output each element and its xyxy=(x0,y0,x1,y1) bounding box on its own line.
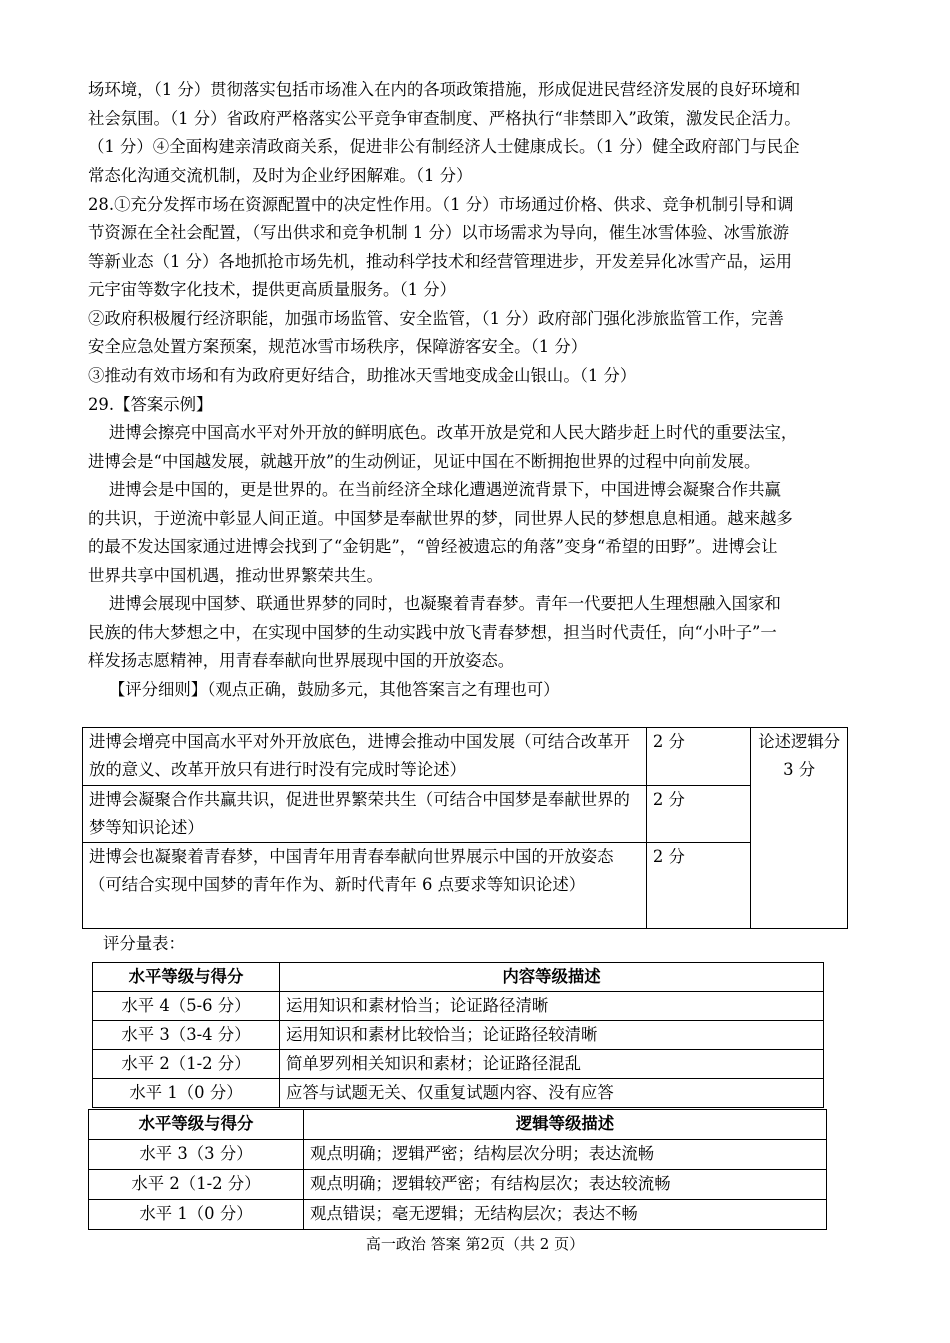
description-cell: 应答与试题无关、仅重复试题内容、没有应答 xyxy=(280,1079,824,1108)
table-row xyxy=(89,1200,827,1230)
text-line: 29.【答案示例】 xyxy=(88,395,213,414)
content-level-table xyxy=(92,962,824,1108)
description-cell: 观点错误；毫无逻辑；无结构层次；表达不畅 xyxy=(304,1200,827,1230)
text-line: 【评分细则】（观点正确，鼓励多元，其他答案言之有理也可） xyxy=(88,680,560,699)
description-cell: 简单罗列相关知识和素材；论证路径混乱 xyxy=(280,1050,824,1079)
text-line: 28.①充分发挥市场在资源配置中的决定性作用。（1 分）市场通过价格、供求、竞争机制引导和调 xyxy=(88,195,794,214)
page-footer: 高一政治 答案 第2页（共 2 页） xyxy=(365,1235,585,1253)
level-cell: 水平 3（3 分） xyxy=(89,1140,304,1170)
text-line: 常态化沟通交流机制，及时为企业纾困解难。（1 分） xyxy=(88,166,473,185)
rubric-label: 评分量表： xyxy=(103,934,185,953)
text-line: 的共识，于逆流中彰显人间正道。中国梦是奉献世界的梦，同世界人民的梦想息息相通。越来越多 xyxy=(88,509,793,528)
criteria-text: 进博会也凝聚着青春梦，中国青年用青春奉献向世界展示中国的开放姿态（可结合实现中国梦的青年作为、新时代青年 6 点要求等知识论述） xyxy=(83,843,647,929)
header-level: 水平等级与得分 xyxy=(93,963,280,992)
level-cell: 水平 3（3-4 分） xyxy=(93,1021,280,1050)
description-cell: 运用知识和素材恰当；论证路径清晰 xyxy=(280,992,824,1021)
table-row xyxy=(93,1021,824,1050)
text-line: ②政府积极履行经济职能，加强市场监管、安全监管，（1 分）政府部门强化涉旅监管工作，完善 xyxy=(88,309,784,328)
text-line: 的最不发达国家通过进博会找到了“金钥匙”，“曾经被遗忘的角落”变身“希望的田野”。进博会让 xyxy=(88,537,778,556)
text-line: 进博会是“中国越发展，就越开放”的生动例证，见证中国在不断拥抱世界的过程中向前发展。 xyxy=(88,452,761,471)
description-cell: 观点明确；逻辑较严密；有结构层次；表达较流畅 xyxy=(304,1170,827,1200)
criteria-text: 进博会凝聚合作共赢共识，促进世界繁荣共生（可结合中国梦是奉献世界的梦等知识论述） xyxy=(83,786,647,843)
level-cell: 水平 4（5-6 分） xyxy=(93,992,280,1021)
criteria-text: 进博会增亮中国高水平对外开放底色，进博会推动中国发展（可结合改革开放的意义、改革开放只有进行时没有完成时等论述） xyxy=(83,728,647,786)
criteria-score: 2 分 xyxy=(646,843,751,929)
text-line: 进博会擦亮中国高水平对外开放的鲜明底色。改革开放是党和人民大踏步赶上时代的重要法宝， xyxy=(88,423,798,442)
text-line: 民族的伟大梦想之中，在实现中国梦的生动实践中放飞青春梦想，担当时代责任，向“小叶子”一 xyxy=(88,623,777,642)
table-row xyxy=(89,1170,827,1200)
level-cell: 水平 2（1-2 分） xyxy=(93,1050,280,1079)
level-cell: 水平 1（0 分） xyxy=(93,1079,280,1108)
text-line: 样发扬志愿精神，用青春奉献向世界展现中国的开放姿态。 xyxy=(88,651,515,670)
table-row xyxy=(93,992,824,1021)
header-level: 水平等级与得分 xyxy=(89,1110,304,1140)
criteria-score: 2 分 xyxy=(646,786,751,843)
text-line: 进博会是中国的，更是世界的。在当前经济全球化遭遇逆流背景下，中国进博会凝聚合作共赢 xyxy=(88,480,781,499)
logic-score: 论述逻辑分 3 分 xyxy=(751,728,848,929)
text-line: 社会氛围。（1 分）省政府严格落实公平竞争审查制度、严格执行“非禁即入”政策，激发民企活力。 xyxy=(88,109,801,128)
description-cell: 观点明确；逻辑严密；结构层次分明；表达流畅 xyxy=(304,1140,827,1170)
text-line: 节资源在全社会配置，（写出供求和竞争机制 1 分）以市场需求为导向，催生冰雪体验、冰雪旅游 xyxy=(88,223,790,242)
criteria-table xyxy=(82,727,848,929)
level-cell: 水平 2（1-2 分） xyxy=(89,1170,304,1200)
text-line: 进博会展现中国梦、联通世界梦的同时，也凝聚着青春梦。青年一代要把人生理想融入国家和 xyxy=(88,594,781,613)
text-line: 场环境，（1 分）贯彻落实包括市场准入在内的各项政策措施，形成促进民营经济发展的良好环境和 xyxy=(88,80,801,99)
table-row xyxy=(93,1050,824,1079)
header-desc: 内容等级描述 xyxy=(280,963,824,992)
level-cell: 水平 1（0 分） xyxy=(89,1200,304,1230)
logic-level-table xyxy=(88,1109,827,1230)
description-cell: 运用知识和素材比较恰当；论证路径较清晰 xyxy=(280,1021,824,1050)
text-line: 元宇宙等数字化技术，提供更高质量服务。（1 分） xyxy=(88,280,457,299)
table-row xyxy=(89,1140,827,1170)
text-line: 安全应急处置方案预案，规范冰雪市场秩序，保障游客安全。（1 分） xyxy=(88,337,588,356)
text-line: ③推动有效市场和有为政府更好结合，助推冰天雪地变成金山银山。（1 分） xyxy=(88,366,637,385)
text-line: 世界共享中国机遇，推动世界繁荣共生。 xyxy=(88,566,384,585)
criteria-score: 2 分 xyxy=(646,728,751,786)
table-row xyxy=(93,1079,824,1108)
text-line: 等新业态（1 分）各地抓抢市场先机，推动科学技术和经营管理进步，开发差异化冰雪产品，运用 xyxy=(88,252,793,271)
text-line: （1 分）④全面构建亲清政商关系，促进非公有制经济人士健康成长。（1 分）健全政府部门与民企 xyxy=(88,137,800,156)
header-desc: 逻辑等级描述 xyxy=(304,1110,827,1140)
